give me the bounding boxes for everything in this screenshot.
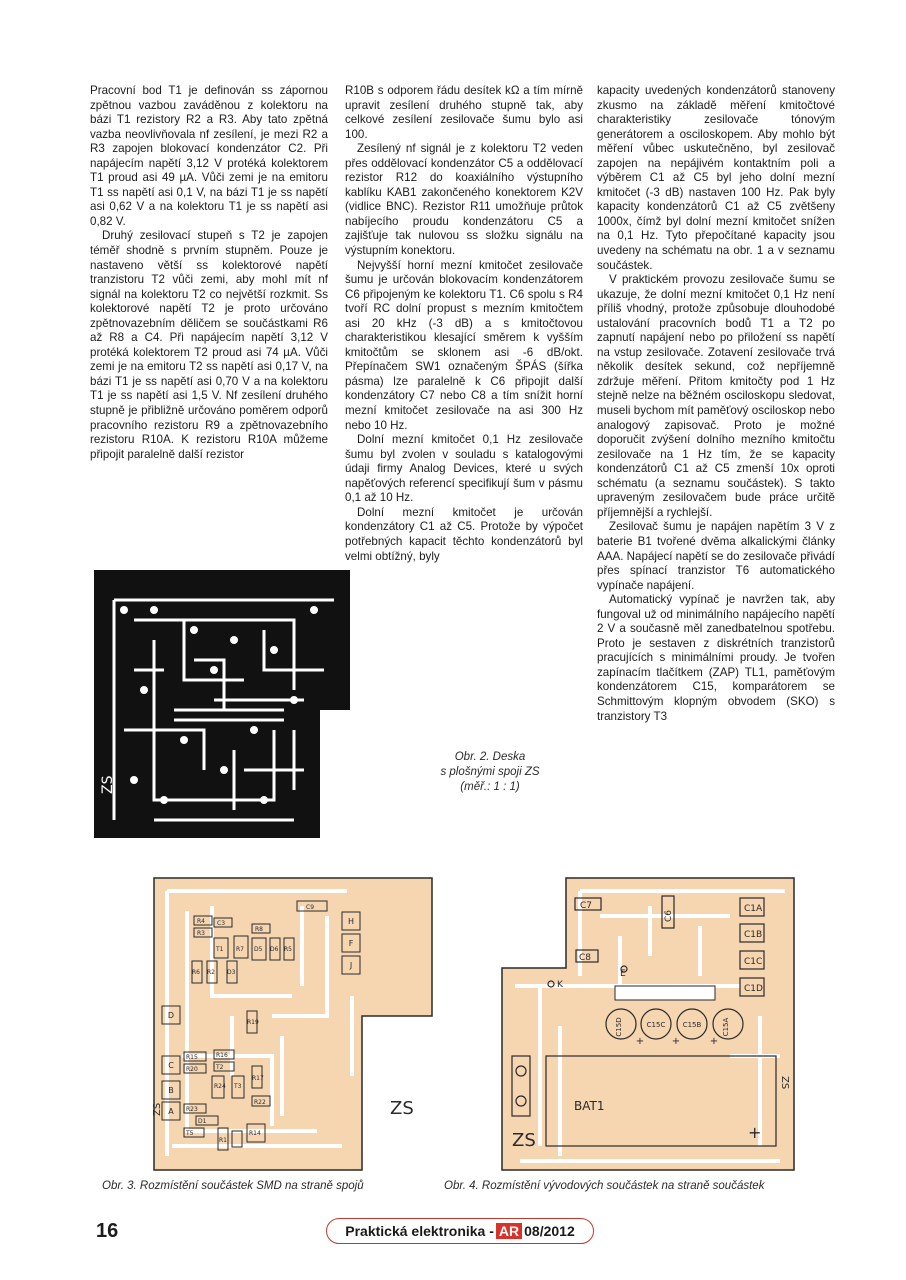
part-label: R4 <box>197 918 205 925</box>
polarity-mark: + <box>671 1036 681 1047</box>
battery-plus-mark: + <box>748 1123 762 1142</box>
paragraph: Nejvyšší horní mezní kmitočet zesilovače šumu je určován blokovacím kondenzátorem C6 připojeným ke kolektoru T1. C6 spolu s R4 tvoří RC dolní propust s mezním kmitočtem asi 20 kHz (-3 dB) a s kmitočtovou charakteristikou klesající směrem k vyšším kmitočtům se sklonem asi -6 dB/okt. Přepínačem SW1 označeným ŠPÁS (šířka pásma) lze paralelně k C6 připojit další kondenzátory C7 nebo C8 a tím snížit horní mezní kmitočet zesilovače na asi 300 Hz nebo 10 Hz. <box>345 258 583 432</box>
part-label: R6 <box>192 969 200 976</box>
part-label: R22 <box>254 1099 266 1106</box>
paragraph: Zesílený nf signál je z kolektoru T2 veden přes oddělovací kondenzátor C5 a oddělovací rezistor R12 do koaxiálního výstupního kablíku KAB1 zakončeného konektorem K2V (vidlice BNC). Rezistor R11 umožňuje průtok nabíjecího proudu kondenzátoru C5 a zajišťuje tak nulovou ss složku signálu na výstupním konektoru. <box>345 142 583 258</box>
paragraph: Pracovní bod T1 je definován ss zápornou zpětnou vazbou zaváděnou z kolektoru na bázi T1 rezistory R2 a R3. Aby tato zpětná vazba neovlivňovala nf zesílení, je mezi R2 a R3 zapojen blokovací kondenzátor C2. Při napájecím napětí 3,12 V protéká kolektorem T1 proud asi 49 µA. Vůči zemi je na emitoru T1 ss napětí asi 0,1 V, na bázi T1 je ss napětí asi 0,62 V a na kolektoru T1 je ss napětí asi 0,82 V. <box>90 84 328 228</box>
part-label: R5 <box>284 946 292 953</box>
caption-line: Obr. 2. Deska <box>454 751 526 763</box>
part-label: C7 <box>580 901 593 911</box>
part-label: R7 <box>236 946 244 953</box>
paragraph: kapacity uvedených kondenzátorů stanoveny zkusmo na základě měření kmitočtové charakteristiky zesilovače tónovým generátorem a osciloskopem. Aby mohlo být měření vůbec uskutečněno, byl zesilovač zapojen na nepájivém kontaktním poli a výběrem C1 až C5 byl jeho dolní mezní kmitočet (-3 dB) nastaven 100 Hz. Pak byly kapacity kondenzátorů C1 až C5 zvětšeny 1000x, čímž byl dolní mezní kmitočet snížen na 0,1 Hz. Tyto přepočítané kapacity jsou uvedeny na schématu na obr. 1 a v seznamu součástek. <box>597 84 835 272</box>
part-label: R14 <box>249 1130 261 1137</box>
part-label: T3 <box>234 1083 242 1090</box>
pad-label-f: F <box>348 939 354 948</box>
part-label: D1 <box>198 1118 207 1125</box>
paragraph: Dolní mezní kmitočet 0,1 Hz zesilovače šumu byl zvolen v souladu s katalogovými údaji firmy Analog Devices, které u svých napěťových referencí specifikují šum v pásmu 0,1 až 10 Hz. <box>345 433 583 505</box>
text-column-1 <box>90 84 328 462</box>
part-label: C1D <box>744 984 763 994</box>
figure-3-caption: Obr. 3. Rozmístění součástek SMD na straně spojů <box>102 1180 364 1192</box>
battery-label: BAT1 <box>574 1099 605 1113</box>
part-label: R17 <box>252 1075 264 1082</box>
part-label: R2 <box>207 969 215 976</box>
pad-label-h: H <box>347 917 355 926</box>
board-label-small: ZS <box>152 1102 163 1116</box>
caption-line: (měř.: 1 : 1) <box>460 781 520 793</box>
polarity-mark: + <box>635 1036 645 1047</box>
smd-placement-figure <box>152 876 434 1172</box>
paragraph: Dolní mezní kmitočet je určován kondenzátory C1 až C5. Protože by výpočet potřebných kapacit těchto kondenzátorů byl velmi obtížný, byly <box>345 505 583 563</box>
part-label: R19 <box>247 1019 259 1026</box>
part-label: D3 <box>227 969 236 976</box>
capacitor-label: C15A <box>722 1017 730 1037</box>
part-label: D5 <box>254 946 263 953</box>
paragraph: Druhý zesilovací stupeň s T2 je zapojen téměř shodně s prvním stupněm. Pouze je nastaveno větší ss kolektorové napětí tranzistoru T2 vůči zemi, aby mohl mít nf signál na kolektoru T2 co největší rozkmit. Ss kolektorové napětí T2 je proto určováno zpětnovazebním děličem se součástkami R6 až R8 a C4. Při napájecím napětí 3,12 V protéká kolektorem T2 proud asi 74 µA. Vůči zemi je na emitoru T2 ss napětí asi 0,17 V, na bázi T1 je ss napětí asi 0,70 V a na kolektoru T1 je ss napětí asi 1,5 V. Nf zesílení druhého stupně je přibližně určováno poměrem odporů pracovního rezistoru R9 a zpětnovazebního rezistoru R10A. K rezistoru R10A můžeme připojit paralelně další rezistor <box>90 229 328 461</box>
page-number: 16 <box>96 1220 119 1242</box>
pad-label-j: J <box>349 961 353 970</box>
tht-placement-figure <box>500 876 796 1172</box>
part-label: T2 <box>216 1064 224 1071</box>
part-label: R24 <box>214 1083 226 1090</box>
pad-label-a: A <box>168 1107 174 1116</box>
pad-label-c: C <box>168 1061 174 1070</box>
part-label: C1A <box>744 904 763 914</box>
board-label: ZS <box>100 775 116 794</box>
polarity-mark: + <box>709 1036 719 1047</box>
pad-label-d: D <box>167 1011 175 1020</box>
capacitor-label: C15D <box>615 1017 623 1037</box>
board-label: ZS <box>390 1098 414 1119</box>
part-label: C3 <box>217 920 226 927</box>
board-label-small: ZS <box>779 1076 790 1090</box>
part-label: C1B <box>744 930 763 940</box>
pcb-copper-figure <box>94 570 350 838</box>
board-label: ZS <box>512 1130 536 1151</box>
part-label: T1 <box>216 946 224 953</box>
magazine-footer <box>326 1218 594 1244</box>
paragraph: Zesilovač šumu je napájen napětím 3 V z baterie B1 tvořené dvěma alkalickými články AAA. Napájecí napětí se do zesilovače přivádí přes spínací tranzistor T6 automatického vypínače napájení. <box>597 520 835 592</box>
paragraph: Automatický vypínač je navržen tak, aby fungoval už od minimálního napájecího napětí 2 V a současně měl zanedbatelnou spotřebu. Proto je sestaven z diskrétních tranzistorů pracujících s minimálními proudy. Je tvořen zapínacím tlačítkem (ZAP) TL1, paměťovým kondenzátorem C15, komparátorem se Schmittovým klopným obvodem (SKO) s tranzistory T3 <box>597 593 835 723</box>
capacitor-label: C15C <box>646 1021 666 1029</box>
part-label: D6 <box>270 946 279 953</box>
part-label: R23 <box>186 1106 198 1113</box>
magazine-issue: 08/2012 <box>524 1223 575 1239</box>
capacitor-label: C15B <box>682 1021 702 1029</box>
text-column-2 <box>345 84 583 564</box>
part-label: C9 <box>306 904 315 911</box>
part-label: C1C <box>744 957 763 967</box>
part-label: K <box>557 980 563 990</box>
paragraph: R10B s odporem řádu desítek kΩ a tím mírně upravit zesílení druhého stupně tak, aby celkové zesílení zesilovače šumu bylo asi 100. <box>345 84 583 141</box>
part-label: T5 <box>186 1130 194 1137</box>
caption-line: s plošnými spoji ZS <box>440 766 540 778</box>
figure-4-caption: Obr. 4. Rozmístění vývodových součástek na straně součástek <box>444 1180 765 1192</box>
figure-2-caption <box>420 750 560 795</box>
magazine-ar-badge: AR <box>496 1223 522 1239</box>
part-label: R16 <box>216 1052 228 1059</box>
part-label: E <box>620 969 626 979</box>
part-label: R1 <box>219 1137 227 1144</box>
pad-label-b: B <box>168 1086 174 1095</box>
part-label: R3 <box>197 930 205 937</box>
part-label: C8 <box>579 953 592 963</box>
paragraph: V praktickém provozu zesilovače šumu se ukazuje, že dolní mezní kmitočet 0,1 Hz není příliš vhodný, protože způsobuje dlouhodobé ustalování pracovních bodů T1 a T2 po zapnutí napájení nebo po přiložení ss napětí na vstup zesilovače. Zotavení zesilovače trvá několik desítek sekund, což nepříjemně zdržuje měření. Přitom kmitočty pod 1 Hz stejně nelze na běžném osciloskopu sledovat, museli bychom mít paměťový osciloskop nebo analogový zapisovač. Proto je možné doporučit zvýšení dolního mezního kmitočtu zesilovače na 1 Hz tím, že se kapacity kondenzátorů C1 až C5 zmenší 10x oproti schématu (a seznamu součástek). S takto upraveným zesilovačem bude práce určitě příjemnější a rychlejší. <box>597 273 835 519</box>
part-label: R8 <box>255 926 263 933</box>
part-label: R20 <box>186 1066 198 1073</box>
text-column-3 <box>597 84 835 724</box>
part-label: C6 <box>664 909 674 922</box>
magazine-title: Praktická elektronika - <box>345 1223 494 1239</box>
part-label: R15 <box>186 1054 198 1061</box>
